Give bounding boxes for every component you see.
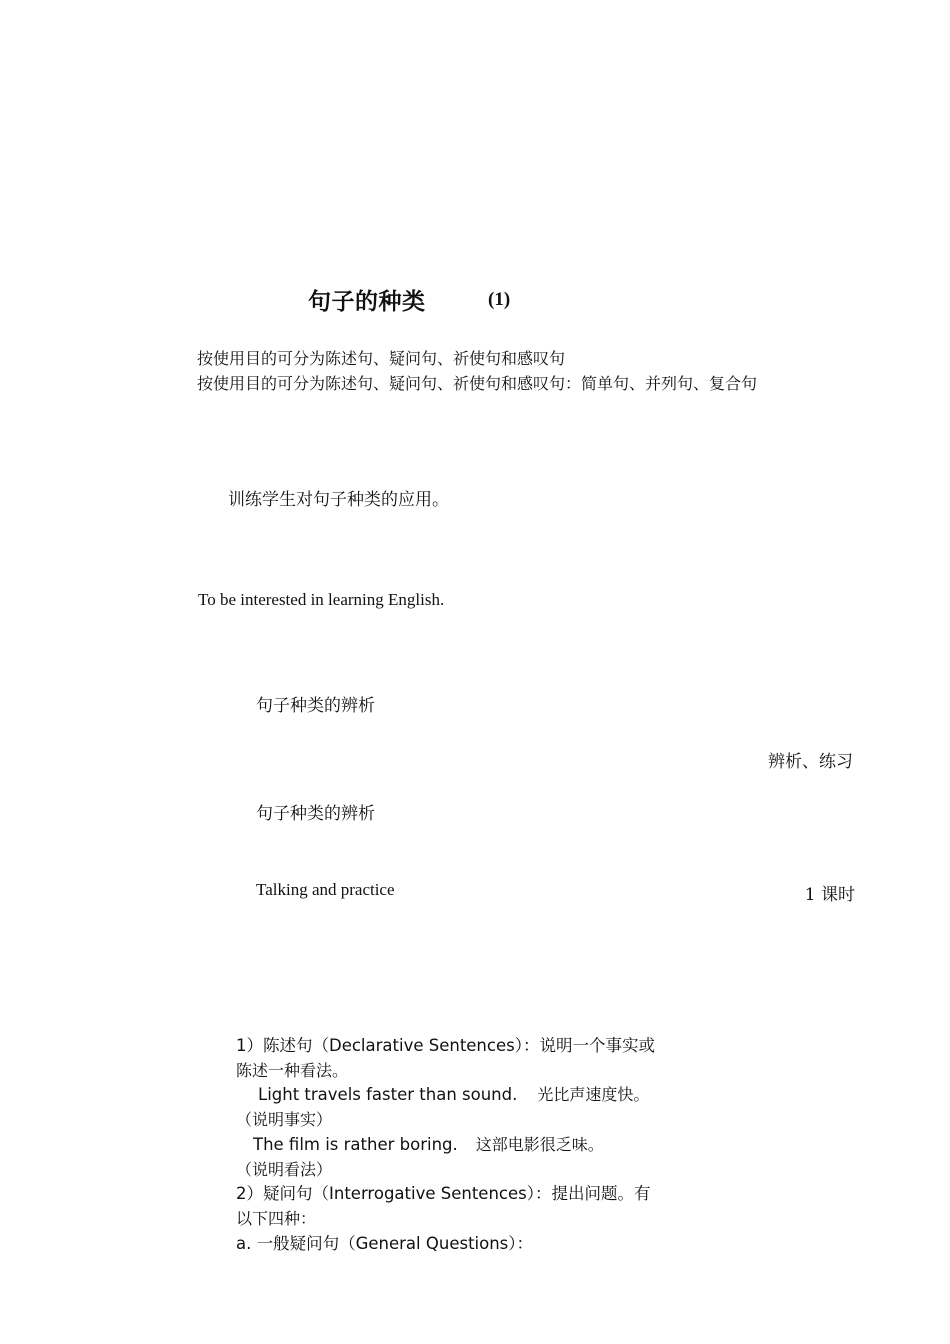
example-1 [236, 1083, 696, 1108]
goal-attitude: To be interested in learning English. [198, 590, 445, 609]
general-questions-heading: a. 一般疑问句（General Questions）： [236, 1233, 534, 1253]
example-1-chinese: 光比声速度快。 [537, 1085, 650, 1105]
example-2-note: （说明看法） [236, 1159, 333, 1179]
teaching-method-en: Talking and practice [256, 880, 395, 899]
class-period: 1 课时 [804, 885, 855, 905]
interrogative-continuation: 以下四种： [236, 1208, 317, 1228]
example-1-english: Light travels faster than sound. [258, 1085, 518, 1105]
content-section [236, 1034, 696, 1256]
teaching-method-cn: 辨析、练习 [768, 752, 853, 772]
intro-line-1: 按使用目的可分为陈述句、疑问句、祈使句和感叹句 [197, 349, 566, 368]
example-2-english: The film is rather boring. [253, 1134, 458, 1154]
title-number: (1) [488, 289, 511, 310]
document-title: 句子的种类 [308, 289, 426, 315]
goal-skill: 训练学生对句子种类的应用。 [228, 490, 449, 510]
example-2-chinese: 这部电影很乏味。 [475, 1134, 604, 1154]
intro-line-2: 按使用目的可分为陈述句、疑问句、祈使句和感叹句：简单句、并列句、复合句 [197, 374, 758, 393]
example-2 [236, 1133, 696, 1158]
difficult-point: 句子种类的辨析 [256, 804, 375, 824]
declarative-continuation: 陈述一种看法。 [236, 1060, 349, 1080]
example-1-note: （说明事实） [236, 1110, 333, 1130]
key-point: 句子种类的辨析 [256, 696, 375, 716]
declarative-heading: 1）陈述句（Declarative Sentences）：说明一个事实或 [236, 1036, 655, 1055]
interrogative-heading: 2）疑问句（Interrogative Sentences）：提出问题。有 [236, 1184, 651, 1204]
